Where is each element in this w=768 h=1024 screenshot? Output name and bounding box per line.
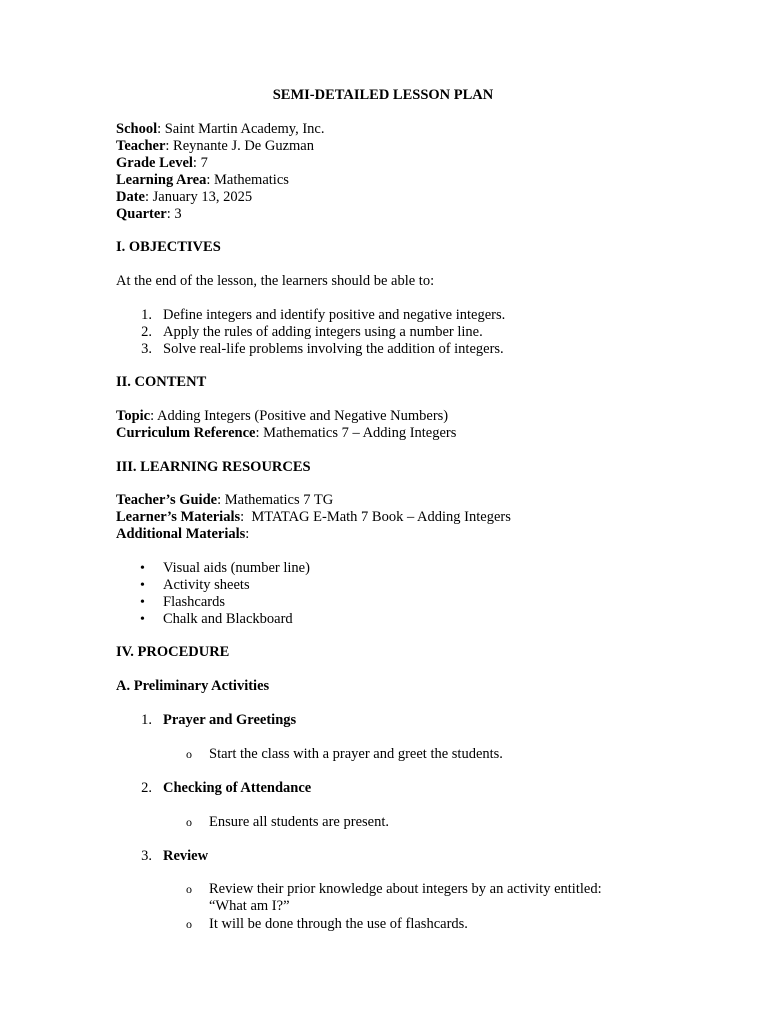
- list-number: 3.: [141, 848, 152, 864]
- document-title: SEMI-DETAILED LESSON PLAN: [272, 87, 494, 103]
- step-title: Prayer and Greetings: [163, 712, 297, 728]
- step-detail-text: Ensure all students are present.: [209, 814, 389, 830]
- info-label: Quarter: [116, 206, 167, 222]
- list-number: 3.: [141, 341, 152, 357]
- info-value: : Mathematics: [206, 172, 289, 188]
- step-detail-text: Review their prior knowledge about integers by an activity entitled:: [209, 881, 602, 897]
- materials-label: Learner’s Materials: [116, 509, 241, 525]
- info-value: : 3: [166, 206, 182, 222]
- bullet-icon: •: [140, 595, 145, 610]
- resources-additional: [116, 526, 249, 543]
- info-value: : Saint Martin Academy, Inc.: [157, 121, 325, 137]
- circle-bullet-icon: o: [186, 815, 192, 829]
- bullet-icon: •: [140, 612, 145, 627]
- curriculum-label: Curriculum Reference: [116, 425, 256, 441]
- resources-heading: III. LEARNING RESOURCES: [116, 459, 311, 475]
- info-grade-level: [116, 155, 208, 172]
- list-number: 2.: [141, 324, 152, 340]
- info-teacher: [116, 138, 314, 155]
- info-value: : January 13, 2025: [145, 189, 253, 205]
- step-detail-text: “What am I?”: [209, 898, 290, 914]
- objective-text: Solve real-life problems involving the addition of integers.: [163, 341, 504, 357]
- info-label: Learning Area: [116, 172, 207, 188]
- procedure-subheading: A. Preliminary Activities: [116, 678, 270, 694]
- list-number: 1.: [141, 307, 152, 323]
- info-value: : 7: [192, 155, 208, 171]
- procedure-heading: IV. PROCEDURE: [116, 644, 230, 660]
- info-label: Grade Level: [116, 155, 193, 171]
- materials-value: : MTATAG E-Math 7 Book – Adding Integers: [240, 509, 511, 525]
- topic-value: : Adding Integers (Positive and Negative Numbers): [150, 408, 449, 424]
- content-topic: [116, 408, 448, 425]
- content-curriculum: [116, 425, 456, 442]
- step-detail-text: It will be done through the use of flashcards.: [209, 916, 468, 932]
- step-title: Checking of Attendance: [163, 780, 312, 796]
- objective-text: Apply the rules of adding integers using a number line.: [163, 324, 483, 340]
- material-text: Chalk and Blackboard: [163, 611, 293, 627]
- circle-bullet-icon: o: [186, 917, 192, 931]
- objectives-intro: At the end of the lesson, the learners should be able to:: [116, 273, 435, 289]
- material-text: Flashcards: [163, 594, 226, 610]
- info-label: School: [116, 121, 158, 137]
- material-text: Visual aids (number line): [163, 560, 310, 576]
- list-number: 2.: [141, 780, 152, 796]
- info-label: Date: [116, 189, 145, 205]
- info-date: [116, 189, 252, 206]
- resources-guide: [116, 492, 333, 509]
- step-detail-text: Start the class with a prayer and greet the students.: [209, 746, 503, 762]
- objectives-heading: I. OBJECTIVES: [116, 239, 221, 255]
- guide-label: Teacher’s Guide: [116, 492, 218, 508]
- info-quarter: [116, 206, 182, 223]
- material-text: Activity sheets: [163, 577, 250, 593]
- info-value: : Reynante J. De Guzman: [165, 138, 314, 154]
- info-label: Teacher: [116, 138, 166, 154]
- additional-label: Additional Materials: [116, 526, 246, 542]
- guide-value: : Mathematics 7 TG: [217, 492, 334, 508]
- topic-label: Topic: [116, 408, 151, 424]
- bullet-icon: •: [140, 578, 145, 593]
- step-title: Review: [163, 848, 209, 864]
- list-number: 1.: [141, 712, 152, 728]
- content-heading: II. CONTENT: [116, 374, 207, 390]
- circle-bullet-icon: o: [186, 747, 192, 761]
- curriculum-value: : Mathematics 7 – Adding Integers: [255, 425, 457, 441]
- additional-value: :: [245, 526, 250, 542]
- circle-bullet-icon: o: [186, 882, 192, 896]
- resources-materials: [116, 509, 511, 526]
- bullet-icon: •: [140, 561, 145, 576]
- info-school: [116, 121, 324, 138]
- info-learning-area: [116, 172, 289, 189]
- objective-text: Define integers and identify positive and negative integers.: [163, 307, 506, 323]
